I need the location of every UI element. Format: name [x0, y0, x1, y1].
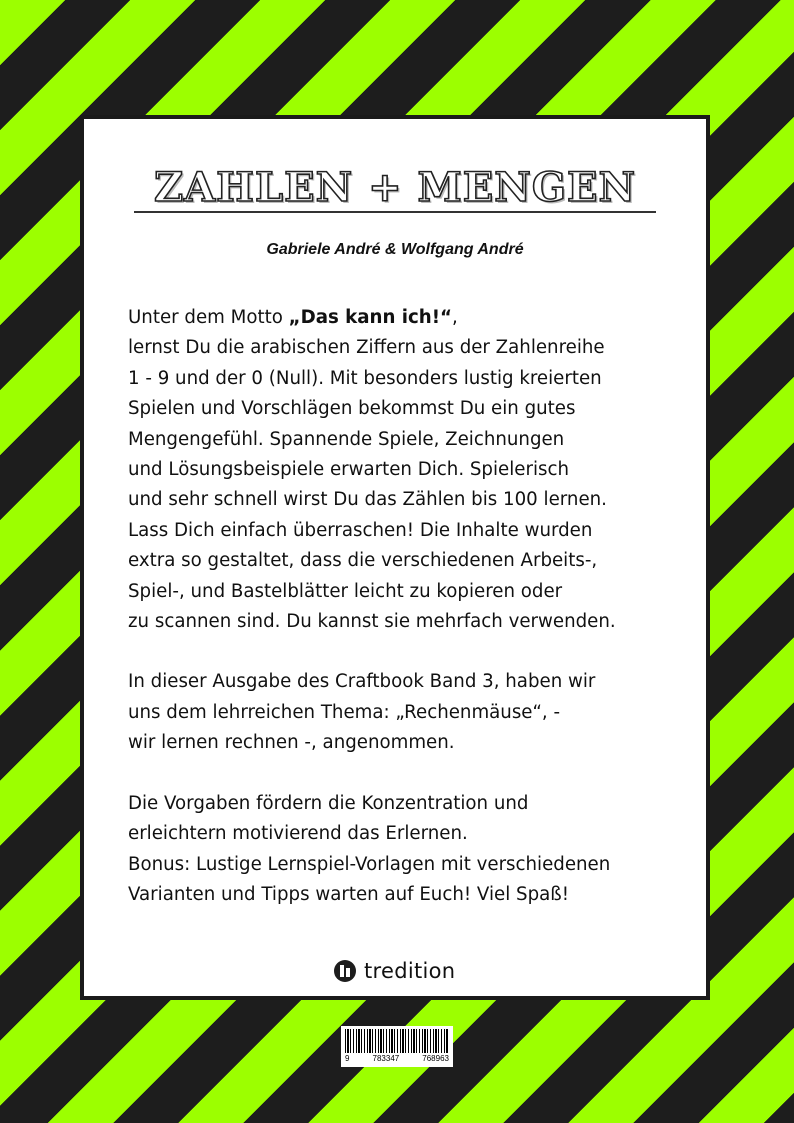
- blurb-line: Spielen und Vorschlägen bekommst Du ein gutes: [128, 398, 576, 420]
- blurb-line: uns dem lehrreichen Thema: „Rechenmäuse“, -: [128, 701, 561, 723]
- blurb-line: 1 - 9 und der 0 (Null). Mit besonders lustig kreierten: [128, 367, 602, 389]
- blurb-line: Spiel-, und Bastelblätter leicht zu kopieren oder: [128, 580, 563, 602]
- blurb-line: Mengengefühl. Spannende Spiele, Zeichnungen: [128, 428, 565, 450]
- blurb-line: [128, 303, 688, 333]
- isbn-barcode: [341, 1026, 453, 1067]
- blurb-paragraph-3: [128, 789, 688, 911]
- blurb: [128, 303, 688, 940]
- motto-text: „Das kann ich!“: [288, 307, 452, 328]
- blurb-line: und sehr schnell wirst Du das Zählen bis 100 lernen.: [128, 489, 607, 511]
- barcode-bars: [345, 1029, 449, 1053]
- blurb-paragraph-2: [128, 667, 688, 758]
- barcode-digit-left: 9: [345, 1054, 350, 1063]
- authors: Gabriele André & Wolfgang André: [266, 241, 524, 258]
- blurb-line: erleichtern motivierend das Erlernen.: [128, 823, 468, 845]
- barcode-group-1: 783347: [372, 1054, 400, 1063]
- blurb-line: Lass Dich einfach überraschen! Die Inhalte wurden: [128, 519, 593, 541]
- barcode-digits: [345, 1054, 449, 1064]
- blurb-line: Bonus: Lustige Lernspiel-Vorlagen mit verschiedenen: [128, 853, 611, 875]
- publisher-logo: [334, 959, 455, 983]
- back-cover-panel: [80, 115, 710, 1000]
- blurb-line: lernst Du die arabischen Ziffern aus der Zahlenreihe: [128, 337, 605, 359]
- blurb-line: und Lösungsbeispiele erwarten Dich. Spielerisch: [128, 459, 569, 481]
- book-title: ZAHLEN + MENGEN: [153, 164, 637, 211]
- title-underline: [134, 211, 656, 213]
- tredition-logo-icon: [334, 960, 356, 982]
- motto-suffix: ,: [451, 307, 458, 328]
- blurb-paragraph-1: [128, 303, 688, 637]
- motto-prefix: Unter dem Motto: [128, 307, 289, 328]
- publisher-name: tredition: [364, 959, 456, 983]
- blurb-line: wir lernen rechnen -, angenommen.: [128, 732, 455, 754]
- blurb-line: In dieser Ausgabe des Craftbook Band 3, haben wir: [128, 671, 596, 693]
- blurb-line: Die Vorgaben fördern die Konzentration und: [128, 792, 529, 814]
- blurb-line: Varianten und Tipps warten auf Euch! Viel Spaß!: [128, 883, 570, 905]
- barcode-group-2: 768963: [422, 1054, 449, 1063]
- blurb-line: extra so gestaltet, dass die verschiedenen Arbeits-,: [128, 550, 598, 572]
- blurb-line: zu scannen sind. Du kannst sie mehrfach verwenden.: [128, 611, 616, 633]
